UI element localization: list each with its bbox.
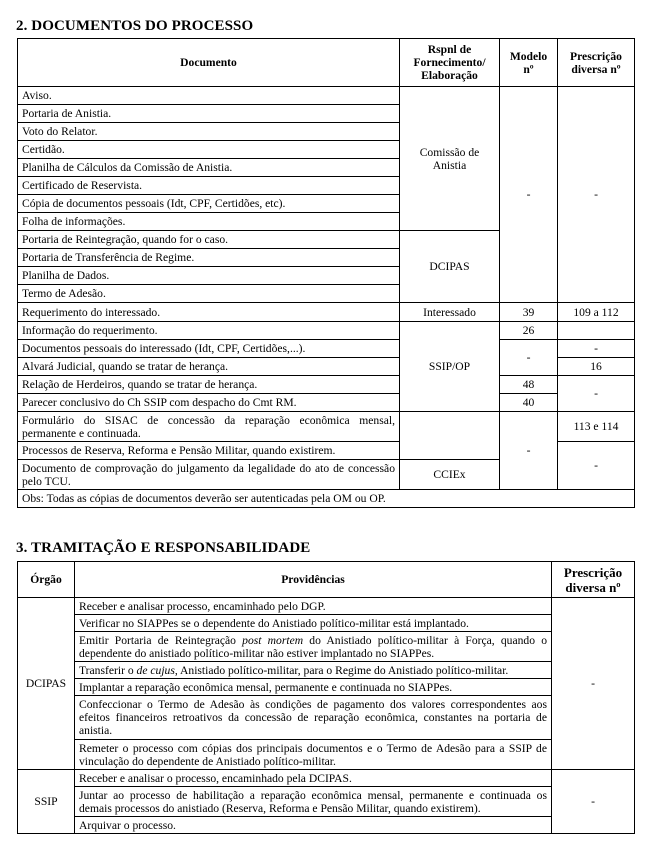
header-providencias: Providências [75,562,552,598]
modelo-informacao: 26 [500,322,558,340]
rspnl-cciex: CCIEx [400,460,500,490]
providencia-item: Arquivar o processo. [75,817,552,834]
header-rspnl: Rspnl de Fornecimento/ Elaboração [400,39,500,87]
document-row: Relação de Herdeiros, quando se tratar de herança. [18,376,400,394]
providencia-item: Receber e analisar o processo, encaminhado pela DCIPAS. [75,770,552,787]
document-row: Portaria de Transferência de Regime. [18,249,400,267]
prescricao-docs: - [558,340,635,358]
header-modelo: Modelo nº [500,39,558,87]
document-row: Documentos pessoais do interessado (Idt, CPF, Certidões,...). [18,340,400,358]
providencia-item: Remeter o processo com cópias dos principais documentos e o Termo de Adesão para a SSIP de vinculação do dependente de Anistiado político-militar. [75,740,552,770]
rspnl-empty [400,412,500,460]
rspnl-interessado: Interessado [400,303,500,322]
document-row: Folha de informações. [18,213,400,231]
modelo-requerimento: 39 [500,303,558,322]
documents-table [17,38,635,508]
header-prescricao-3: Prescrição diversa nº [552,562,635,598]
document-row: Voto do Relator. [18,123,400,141]
document-row: Certificado de Reservista. [18,177,400,195]
prescricao-informacao [558,322,635,340]
prescricao-dcipas: - [552,598,635,770]
modelo-parecer: 40 [500,394,558,412]
providencia-item: Implantar a reparação econômica mensal, permanente e continuada no SIAPPes. [75,679,552,696]
section-3-title: 3. TRAMITAÇÃO E RESPONSABILIDADE [16,540,311,556]
modelo-last: - [500,412,558,490]
obs-note: Obs: Todas as cópias de documentos deverão ser autenticadas pela OM ou OP. [18,490,635,508]
header-documento: Documento [18,39,400,87]
document-row: Parecer conclusivo do Ch SSIP com despacho do Cmt RM. [18,394,400,412]
providencia-item-de-cujus: Transferir o de cujus, Anistiado político-militar, para o Regime do Anistiado político-militar. [75,662,552,679]
document-row: Portaria de Anistia. [18,105,400,123]
document-row: Planilha de Cálculos da Comissão de Anistia. [18,159,400,177]
italic-term: post mortem [242,633,304,647]
document-row: Portaria de Reintegração, quando for o caso. [18,231,400,249]
modelo-relacao: 48 [500,376,558,394]
rspnl-ssip: SSIP/OP [400,322,500,412]
orgao-dcipas: DCIPAS [18,598,75,770]
prescricao-group1: - [558,87,635,303]
providencia-item: Confeccionar o Termo de Adesão às condições de pagamento dos valores correspondentes aos efeitos financeiros retroativos da concessão de reparação econômica, constantes na portaria de anistia. [75,696,552,740]
document-row: Certidão. [18,141,400,159]
document-row: Cópia de documentos pessoais (Idt, CPF, Certidões, etc). [18,195,400,213]
document-row: Requerimento do interessado. [18,303,400,322]
providencia-item-post-mortem: Emitir Portaria de Reintegração post mortem do Anistiado político-militar à Força, quando o dependente do anistiado político-militar não estiver implantado no SIAPPes. [75,632,552,662]
prescricao-requerimento: 109 a 112 [558,303,635,322]
prescricao-last: - [558,442,635,490]
document-row: Processos de Reserva, Reforma e Pensão Militar, quando existirem. [18,442,400,460]
italic-term: de cujus [136,663,175,677]
providencia-item: Receber e analisar processo, encaminhado pelo DGP. [75,598,552,615]
document-row: Planilha de Dados. [18,267,400,285]
document-row: Alvará Judicial, quando se tratar de herança. [18,358,400,376]
providencia-item: Juntar ao processo de habilitação a reparação econômica mensal, permanente e continuada os demais processos do anistiado (Reserva, Reforma e Pensão Militar, quando existirem). [75,787,552,817]
document-row: Termo de Adesão. [18,285,400,303]
header-prescricao: Prescrição diversa nº [558,39,635,87]
prescricao-alvara: 16 [558,358,635,376]
orgao-ssip: SSIP [18,770,75,834]
document-row: Documento de comprovação do julgamento da legalidade do ato de concessão pelo TCU. [18,460,400,490]
prescricao-relacao-parecer: - [558,376,635,412]
rspnl-dcipas: DCIPAS [400,231,500,303]
tramitacao-table [17,561,635,834]
document-row: Aviso. [18,87,400,105]
providencia-item: Verificar no SIAPPes se o dependente do Anistiado político-militar está implantado. [75,615,552,632]
section-2-title: 2. DOCUMENTOS DO PROCESSO [16,18,254,34]
rspnl-comissao: Comissão de Anistia [400,87,500,231]
document-row: Formulário do SISAC de concessão da reparação econômica mensal, permanente e continuada. [18,412,400,442]
header-orgao: Órgão [18,562,75,598]
modelo-docs-alvara: - [500,340,558,376]
modelo-group1: - [500,87,558,303]
prescricao-ssip: - [552,770,635,834]
prescricao-formulario: 113 e 114 [558,412,635,442]
document-row: Informação do requerimento. [18,322,400,340]
